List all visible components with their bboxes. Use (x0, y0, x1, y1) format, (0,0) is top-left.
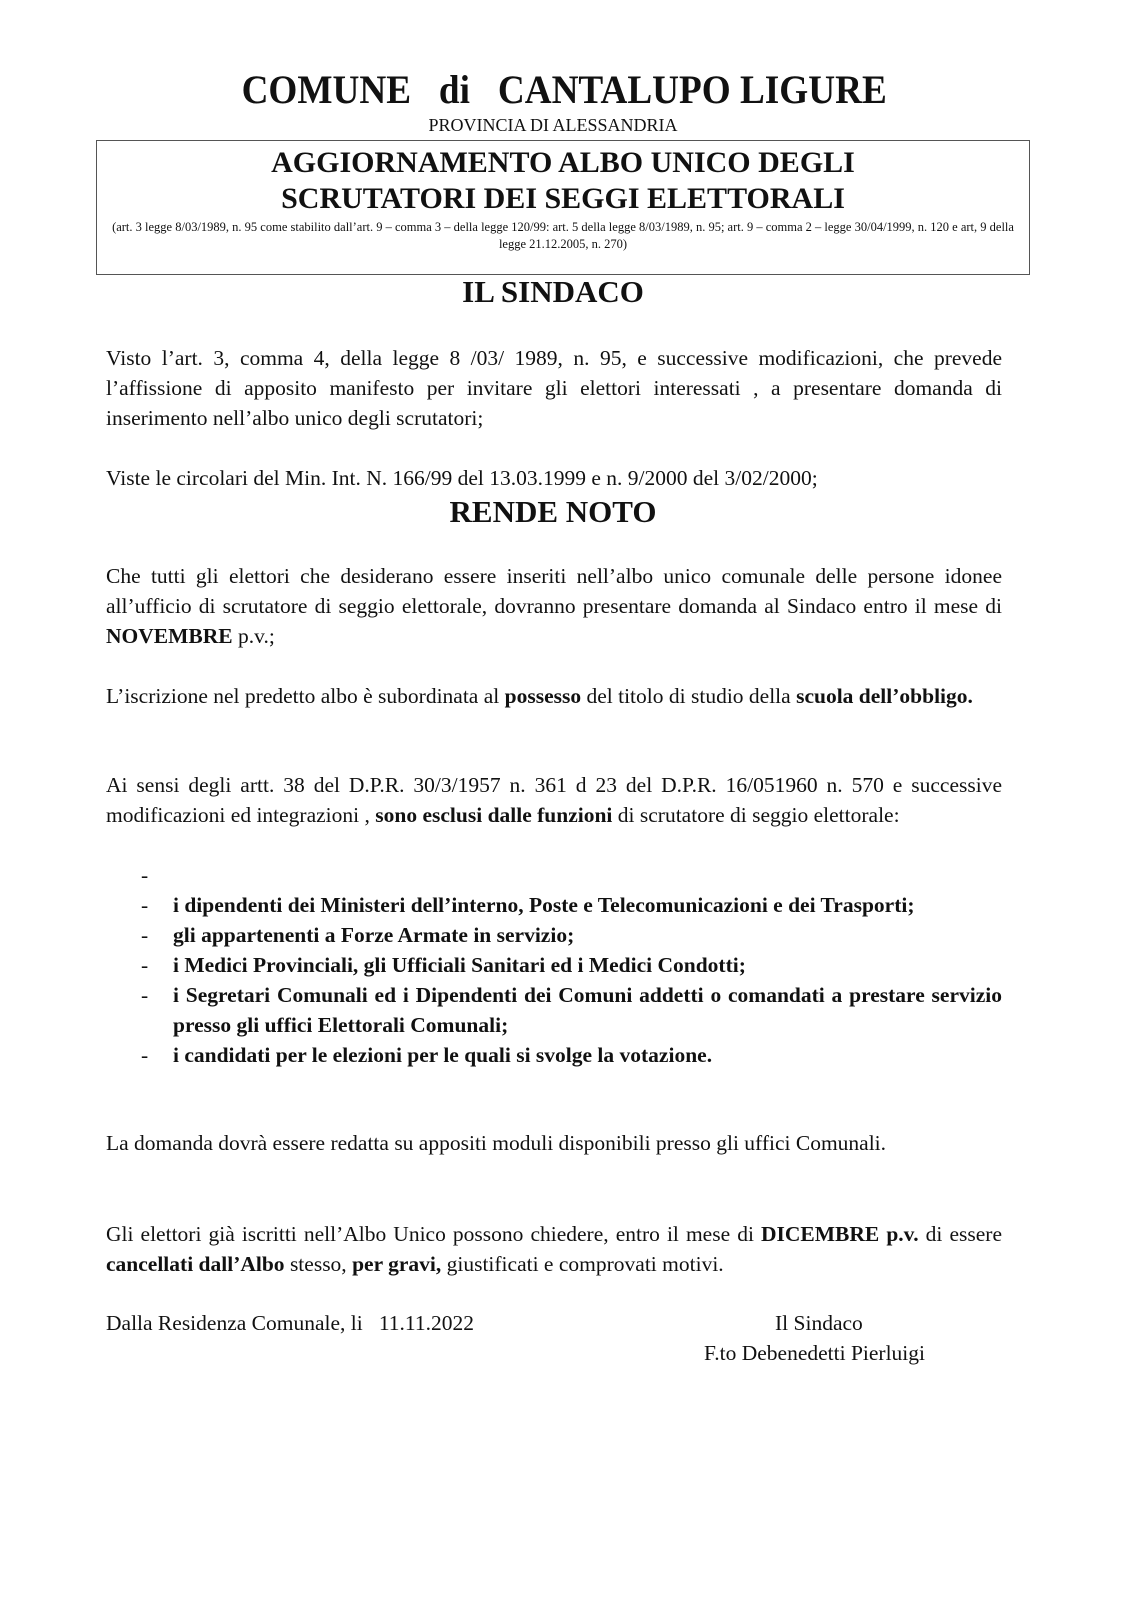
exclusion-item (106, 920, 1002, 950)
paragraph-deadline-tail: p.v.; (232, 624, 275, 648)
exclusions-intro-text: Ai sensi degli artt. 38 del D.P.R. 30/3/1957 n. 361 d 23 del D.P.R. 16/051960 n. 570 e successive modificazioni ed integrazioni , (106, 773, 1002, 827)
exclusion-item (106, 950, 1002, 980)
signature-title: Il Sindaco (775, 1311, 863, 1335)
paragraph-viste: Viste le circolari del Min. Int. N. 166/99 del 13.03.1999 e n. 9/2000 del 3/02/2000; (106, 466, 818, 490)
notice-title-line2: SCRUTATORI DEI SEGGI ELETTORALI (281, 182, 845, 215)
cancellation-month: DICEMBRE p.v. (761, 1222, 919, 1246)
exclusion-text: i dipendenti dei Ministeri dell’interno, Poste e Telecomunicazioni e dei Trasporti; (173, 893, 915, 917)
exclusion-text: i Medici Provinciali, gli Ufficiali Sanitari ed i Medici Condotti; (173, 953, 746, 977)
paragraph-cancellation: Gli elettori già iscritti nell’Albo Unico possono chiedere, entro il mese di DICEMBRE p.v. di essere cancellati dall’Albo stesso, per gravi, giustificati e comprovati motivi. (106, 1222, 1002, 1276)
cancellation-text: Gli elettori già iscritti nell’Albo Unico possono chiedere, entro il mese di (106, 1222, 761, 1246)
paragraph-application-forms: La domanda dovrà essere redatta su appositi moduli disponibili presso gli uffici Comunali. (106, 1131, 887, 1155)
paragraph-deadline-text: Che tutti gli elettori che desiderano essere inseriti nell’albo unico comunale delle persone idonee all’ufficio di scrutatore di seggio elettorale, dovranno presentare domanda al Sindaco entro il mese di (106, 564, 1002, 618)
heading-rende-noto: RENDE NOTO (449, 494, 657, 529)
cancellation-bold-albo: cancellati dall’Albo (106, 1252, 285, 1276)
signature-name: F.to Debenedetti Pierluigi (704, 1341, 926, 1365)
dash-bullet: - (141, 863, 149, 887)
paragraph-deadline (106, 561, 1002, 651)
paragraph-visto: Visto l’art. 3, comma 4, della legge 8 /03/ 1989, n. 95, e successive modificazioni, che prevede l’affissione di apposito manifesto per invitare gli elettori interessati , a presentare domanda di inserimento nell’albo unico degli scrutatori; (106, 346, 1002, 430)
exclusion-item (106, 890, 1002, 920)
requirement-bold-possesso: possesso (504, 684, 582, 708)
exclusion-item (106, 980, 1002, 1040)
legal-reference: (art. 3 legge 8/03/1989, n. 95 come stabilito dall’art. 9 – comma 3 – della legge 120/99: art. 5 della legge 8/03/1989, n. 95; art. 9 – comma 2 – legge 30/04/1999, n. 120 e art, 9 della legge 21.12.2005, n. 270) (112, 220, 1014, 251)
paragraph-requirement-text: L’iscrizione nel predetto albo è subordinata al (106, 684, 505, 708)
exclusions-intro-tail: di scrutatore di seggio elettorale: (612, 803, 900, 827)
exclusion-item-empty (106, 860, 1002, 890)
heading-il-sindaco: IL SINDACO (462, 274, 644, 309)
municipality-title: COMUNE di CANTALUPO LIGURE (241, 67, 887, 112)
notice-title-line1: AGGIORNAMENTO ALBO UNICO DEGLI (271, 146, 855, 179)
place-and-date: Dalla Residenza Comunale, li 11.11.2022 (106, 1311, 475, 1335)
dash-bullet: - (141, 953, 149, 977)
dash-bullet: - (141, 983, 149, 1007)
exclusion-text: i Segretari Comunali ed i Dipendenti dei Comuni addetti o comandati a prestare servizio presso gli uffici Elettorali Comunali; (173, 983, 1002, 1037)
exclusion-item (106, 1040, 1002, 1070)
exclusions-intro-bold: sono esclusi dalle funzioni (375, 803, 613, 827)
province-subtitle: PROVINCIA DI ALESSANDRIA (428, 115, 678, 135)
requirement-bold-scuola: scuola dell’obbligo. (796, 684, 973, 708)
dash-bullet: - (141, 1043, 149, 1067)
notice-title-box (96, 140, 1030, 275)
exclusion-text: gli appartenenti a Forze Armate in servizio; (173, 923, 575, 947)
dash-bullet: - (141, 923, 149, 947)
paragraph-exclusions-intro (106, 770, 1002, 830)
paragraph-requirement (106, 681, 1002, 711)
exclusion-text: i candidati per le elezioni per le quali si svolge la votazione. (173, 1043, 713, 1067)
paragraph-requirement-mid: del titolo di studio della (581, 684, 797, 708)
cancellation-bold-gravi: per gravi, (352, 1252, 442, 1276)
exclusions-list (106, 860, 1002, 1070)
deadline-month: NOVEMBRE (106, 624, 233, 648)
dash-bullet: - (141, 893, 149, 917)
